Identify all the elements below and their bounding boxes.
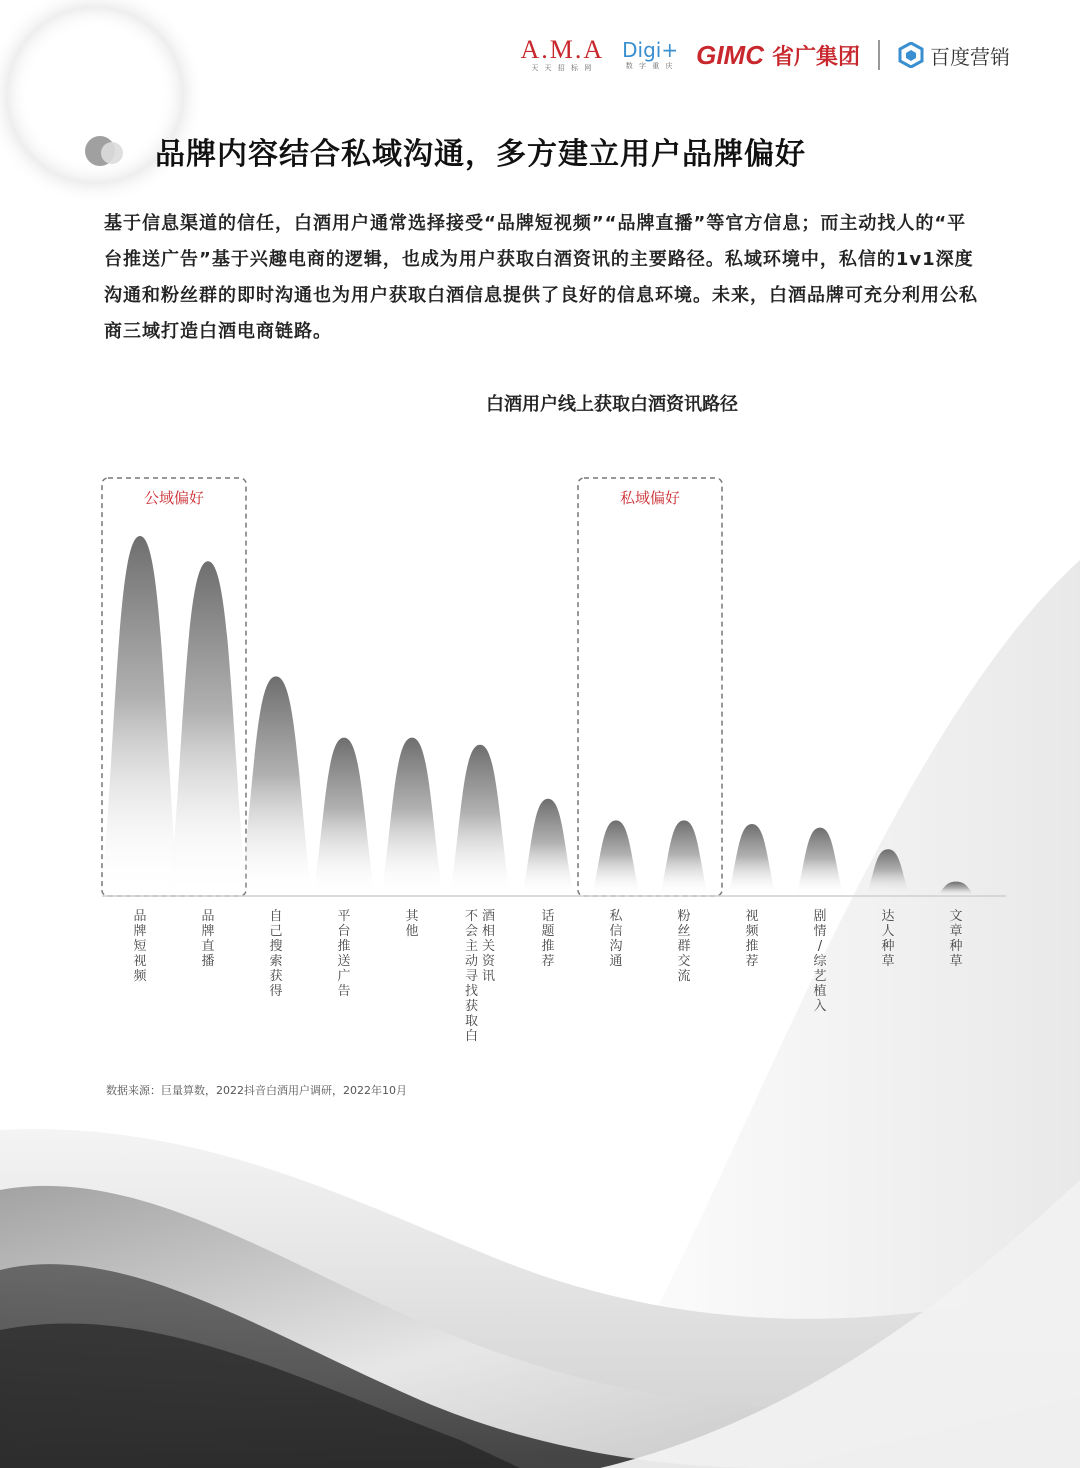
category-label-10: 剧情/综艺植入 (813, 909, 827, 1014)
category-label-11: 达人种草 (881, 909, 895, 969)
category-label-4: 其他 (405, 909, 419, 939)
bar-文章种草 (937, 882, 975, 896)
category-label-5: 不会主动寻找获取白酒相关资讯 (464, 909, 496, 1044)
chart-title: 白酒用户线上获取白酒资讯路径 (486, 394, 738, 415)
bar-话题推荐 (522, 799, 574, 896)
group-box-1 (578, 478, 722, 896)
gimc-logo: GIMC (696, 39, 764, 70)
bar-平台推送广告 (313, 738, 374, 896)
digi-logo-text: Digi+ (622, 38, 679, 62)
page-title: 品牌内容结合私域沟通，多方建立用户品牌偏好 (155, 137, 806, 172)
bar-剧情/综艺植入 (797, 828, 844, 896)
bar-不会主动寻找获取白酒相关资讯 (450, 745, 510, 896)
category-label-9: 视频推荐 (745, 909, 759, 969)
category-label-0: 品牌短视频 (133, 909, 147, 984)
bar-自己搜索获得 (240, 676, 311, 896)
category-label-7: 私信沟通 (609, 909, 623, 969)
baidu-logo-text: 百度营销 (930, 44, 1010, 69)
category-label-12: 文章种草 (949, 909, 963, 969)
category-label-8: 粉丝群交流 (677, 909, 691, 984)
group-label-0: 公域偏好 (143, 489, 205, 507)
group-label-1: 私域偏好 (619, 489, 681, 507)
gimc-logo-cn: 省广集团 (771, 44, 860, 70)
bar-品牌短视频 (102, 536, 178, 896)
bar-品牌直播 (170, 561, 246, 896)
bar-达人种草 (866, 849, 909, 896)
intro-paragraph: 基于信息渠道的信任，白酒用户通常选择接受“品牌短视频”“品牌直播”等官方信息；而主动找人的“平台推送广告”基于兴趣电商的逻辑，也成为用户获取白酒资讯的主要路径。私域环境中，私信的1v1深度沟通和粉丝群的即时沟通也为用户获取白酒信息提供了良好的信息环境。未来，白酒品牌可充分利用公私商三域打造白酒电商链路。 (104, 213, 978, 342)
bar-其他 (381, 738, 442, 896)
bar-视频推荐 (728, 824, 776, 896)
ama-logo-text: A.M.A (520, 35, 605, 64)
category-label-1: 品牌直播 (201, 909, 215, 969)
ama-logo-sub: 天 天 招 标 网 (531, 64, 594, 72)
bar-粉丝群交流 (660, 820, 708, 896)
digi-logo-sub: 数 字 重 庆 (625, 62, 675, 70)
source-note: 数据来源：巨量算数，2022抖音白酒用户调研，2022年10月 (106, 1084, 407, 1097)
bar-私信沟通 (592, 820, 640, 896)
category-label-2: 自己搜索获得 (269, 909, 283, 999)
category-label-3: 平台推送广告 (337, 909, 351, 999)
category-label-6: 话题推荐 (541, 909, 555, 969)
